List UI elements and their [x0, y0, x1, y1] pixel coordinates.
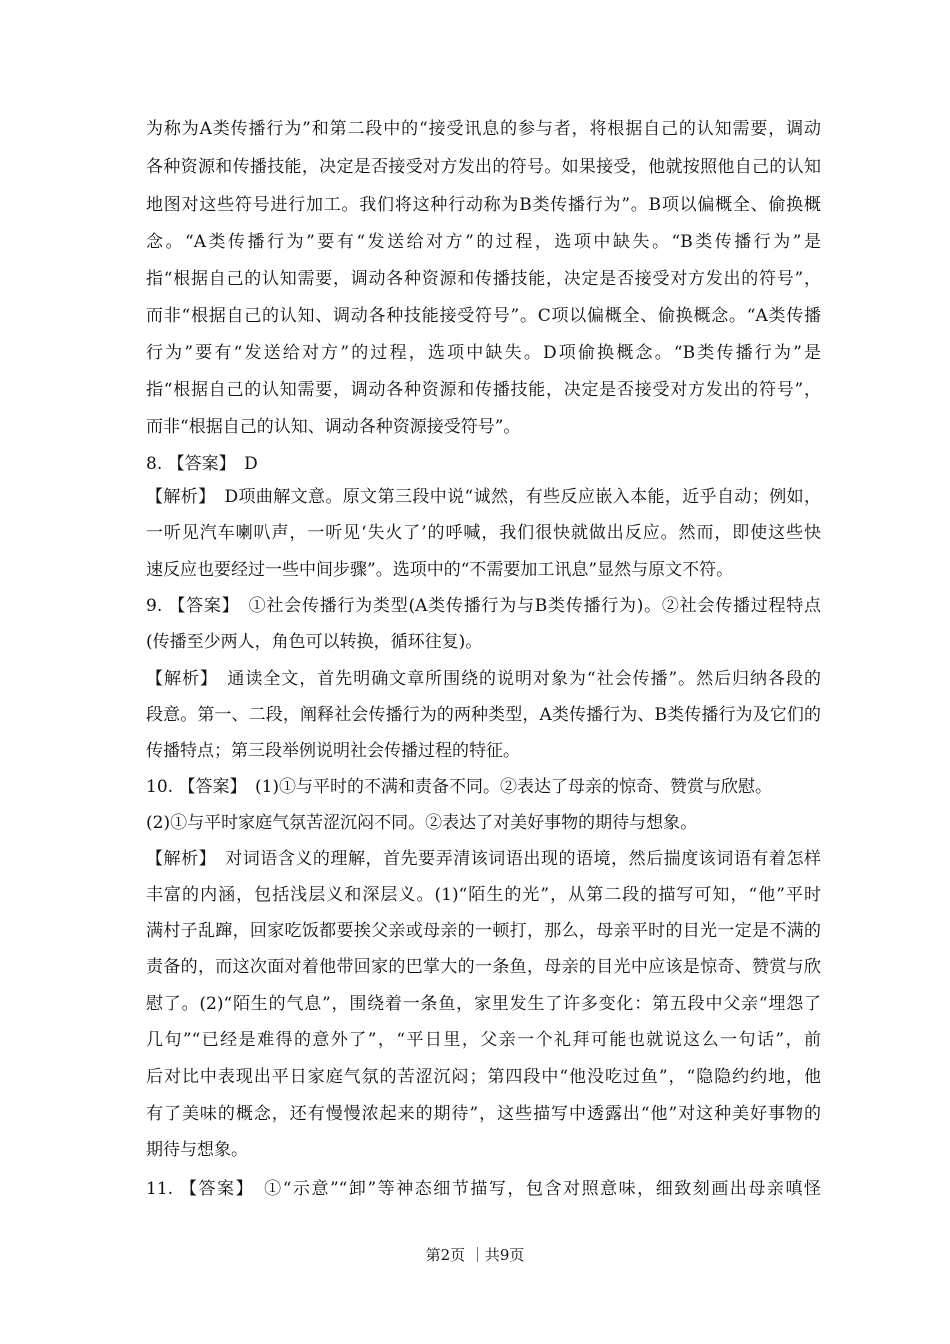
text-line: 传播特点；第三段举例说明社会传播过程的特征。 — [146, 741, 520, 761]
analysis-line: 【解析】 通读全文，首先明确文章所围绕的说明对象为“社会传播”。然后归纳各段的 — [146, 669, 821, 689]
text-line: 念。“A类传播行为”要有“发送给对方”的过程，选项中缺失。“B类传播行为”是 — [146, 232, 821, 252]
text-line: 有了美味的概念，还有慢慢浓起来的期待”，这些描写中透露出“他”对这种美好事物的 — [146, 1104, 821, 1124]
analysis-line: 【解析】 D项曲解文意。原文第三段中说“诚然，有些反应嵌入本能，近乎自动；例如， — [146, 487, 821, 507]
text-line: 行为”要有“发送给对方”的过程，选项中缺失。D项偷换概念。“B类传播行为”是 — [146, 343, 821, 363]
text-line: 地图对这些符号进行加工。我们将这种行动称为B类传播行为”。B项以偏概全、偷换概 — [146, 195, 821, 215]
text-line: 段意。第一、二段，阐释社会传播行为的两种类型，A类传播行为、B类传播行为及它们的 — [146, 705, 821, 725]
text-line: 指“根据自己的认知需要，调动各种资源和传播技能，决定是否接受对方发出的符号”， — [146, 269, 821, 289]
answer-heading-9: 9. 【答案】 ①社会传播行为类型(A类传播行为与B类传播行为)。②社会传播过程特点 — [146, 596, 821, 616]
analysis-line: 【解析】 对词语含义的理解，首先要弄清该词语出现的语境，然后揣度该词语有着怎样 — [146, 849, 821, 869]
text-line: 满村子乱蹿，回家吃饭都要挨父亲或母亲的一顿打，那么，母亲平时的目光一定是不满的 — [146, 921, 821, 941]
page-footer: 第2页 ｜共9页 — [425, 1246, 525, 1264]
text-line: 几句”“已经是难得的意外了”，“平日里，父亲一个礼拜可能也就说这么一句话”，前 — [146, 1030, 821, 1050]
answer-heading-10: 10. 【答案】 (1)①与平时的不满和责备不同。②表达了母亲的惊奇、赞赏与欣慰。 — [146, 777, 773, 797]
text-line: 速反应也要经过一些中间步骤”。选项中的“不需要加工讯息”显然与原文不符。 — [146, 560, 734, 580]
text-line: 慰了。(2)“陌生的气息”，围绕着一条鱼，家里发生了许多变化：第五段中父亲“埋怨了 — [146, 994, 821, 1014]
text-line: 责备的，而这次面对着他带回家的巴掌大的一条鱼，母亲的目光中应该是惊奇、赞赏与欣 — [146, 957, 821, 977]
text-line: 期待与想象。 — [146, 1140, 248, 1160]
text-line: (传播至少两人，角色可以转换，循环往复)。 — [146, 632, 483, 652]
text-line: 后对比中表现出平日家庭气氛的苦涩沉闷；第四段中“他没吃过鱼”，“隐隐约约地，他 — [146, 1067, 821, 1087]
answer-heading-8: 8. 【答案】 D — [146, 454, 258, 474]
text-line: 而非“根据自己的认知、调动各种资源接受符号”。 — [146, 417, 521, 437]
text-line: (2)①与平时家庭气氛苦涩沉闷不同。②表达了对美好事物的期待与想象。 — [146, 813, 698, 833]
text-line: 而非“根据自己的认知、调动各种技能接受符号”。C项以偏概全、偷换概念。“A类传播 — [146, 306, 821, 326]
text-line: 丰富的内涵，包括浅层义和深层义。(1)“陌生的光”，从第二段的描写可知，“他”平时 — [146, 885, 821, 905]
answer-heading-11: 11. 【答案】 ①“示意”“卸”等神态细节描写，包含对照意味，细致刻画出母亲嗔怪 — [146, 1179, 821, 1199]
text-line: 一听见汽车喇叭声，一听见‘失火了’的呼喊，我们很快就做出反应。然而，即使这些快 — [146, 523, 821, 543]
text-line: 指“根据自己的认知需要，调动各种资源和传播技能，决定是否接受对方发出的符号”， — [146, 380, 821, 400]
text-line: 各种资源和传播技能，决定是否接受对方发出的符号。如果接受，他就按照他自己的认知 — [146, 157, 821, 177]
text-line: 为称为A类传播行为”和第二段中的“接受讯息的参与者，将根据自己的认知需要，调动 — [146, 119, 821, 139]
